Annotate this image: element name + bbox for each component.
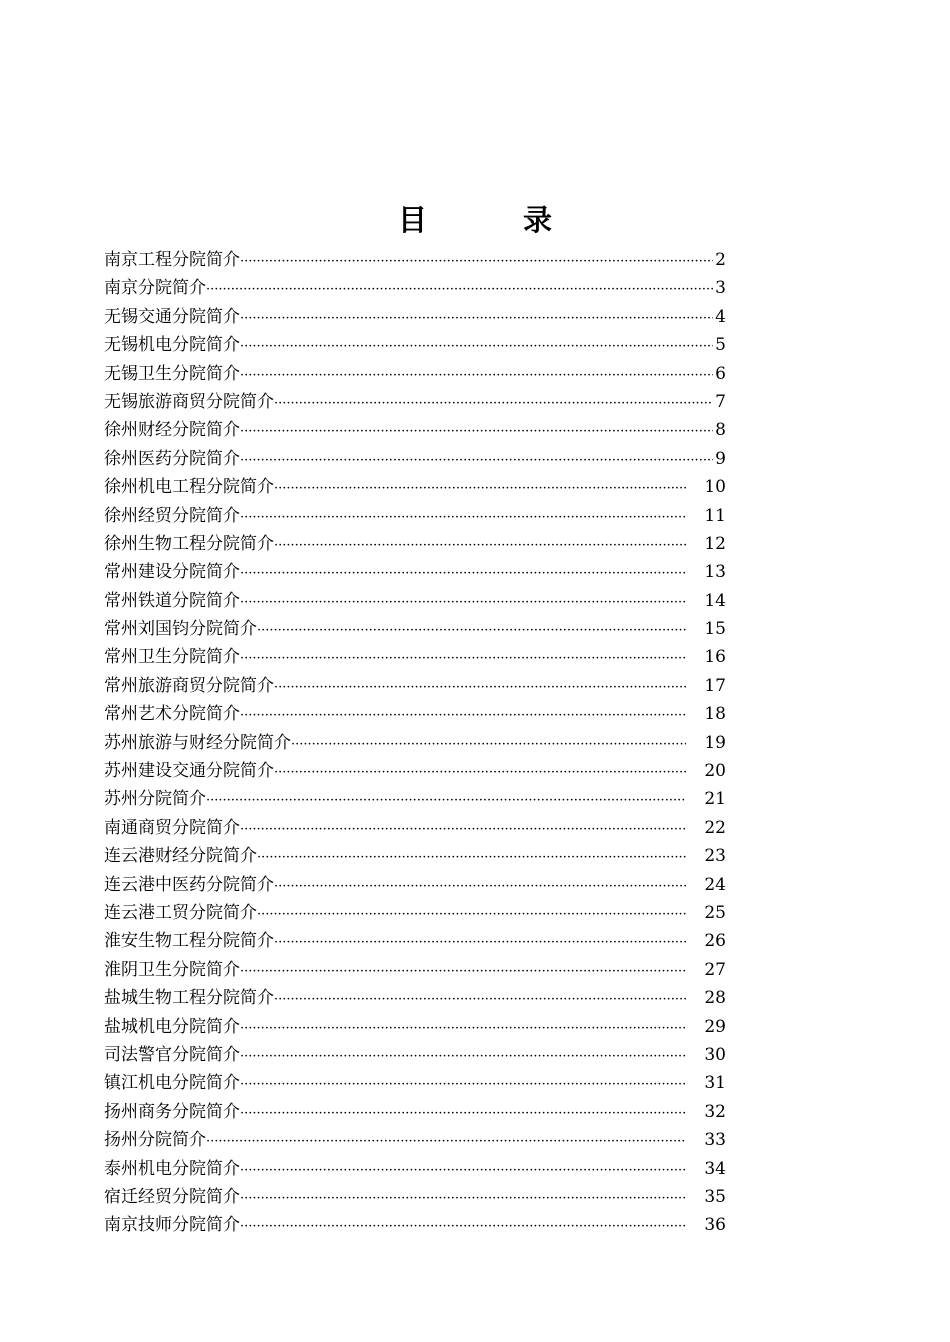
toc-entry-page-number: 30 xyxy=(704,1044,726,1065)
toc-entry-label: 无锡交通分院简介 xyxy=(104,306,240,327)
toc-entry-page-number: 11 xyxy=(704,505,726,526)
toc-entry-page-number: 18 xyxy=(704,704,726,725)
toc-entry[interactable] xyxy=(104,1183,726,1211)
dot-leader xyxy=(206,1128,686,1156)
toc-entry-page-number: 28 xyxy=(704,988,726,1009)
toc-entry-page-number: 5 xyxy=(715,335,726,356)
toc-entry[interactable] xyxy=(104,757,726,785)
toc-entry-label: 泰州机电分院简介 xyxy=(104,1158,240,1179)
toc-entry-label: 常州铁道分院简介 xyxy=(104,590,240,611)
dot-leader xyxy=(240,447,713,475)
toc-title-char-1: 目 xyxy=(397,203,427,237)
toc-entry-label: 扬州分院简介 xyxy=(104,1130,206,1151)
toc-entry-label: 苏州建设交通分院简介 xyxy=(104,761,274,782)
toc-entry[interactable] xyxy=(104,331,726,359)
toc-entry-page-number: 27 xyxy=(704,959,726,980)
toc-entry-page-number: 16 xyxy=(704,647,726,668)
toc-entry-page-number: 23 xyxy=(704,846,726,867)
toc-entry-label: 徐州机电工程分院简介 xyxy=(104,477,274,498)
toc-entry[interactable] xyxy=(104,502,726,530)
toc-entry-label: 连云港中医药分院简介 xyxy=(104,874,274,895)
toc-entry-label: 连云港工贸分院简介 xyxy=(104,902,257,923)
dot-leader xyxy=(240,362,713,390)
toc-entry-page-number: 32 xyxy=(704,1101,726,1122)
toc-entry-label: 宿迁经贸分院简介 xyxy=(104,1186,240,1207)
toc-entry-page-number: 14 xyxy=(704,590,726,611)
toc-entry-page-number: 2 xyxy=(715,250,726,270)
toc-entry[interactable] xyxy=(104,1155,726,1183)
toc-entry[interactable] xyxy=(104,729,726,757)
toc-entry-label: 无锡机电分院简介 xyxy=(104,335,240,356)
toc-entry[interactable] xyxy=(104,785,726,813)
toc-entry-page-number: 20 xyxy=(704,761,726,782)
dot-leader xyxy=(291,731,686,759)
toc-entry-page-number: 36 xyxy=(704,1215,726,1236)
toc-entry-label: 徐州生物工程分院简介 xyxy=(104,533,274,554)
dot-leader xyxy=(240,958,686,986)
toc-entry[interactable] xyxy=(104,416,726,444)
dot-leader xyxy=(257,844,686,872)
toc-entry-label: 苏州旅游与财经分院简介 xyxy=(104,732,291,753)
table-of-contents xyxy=(104,246,726,1240)
toc-entry[interactable] xyxy=(104,615,726,643)
dot-leader xyxy=(240,816,686,844)
toc-entry[interactable] xyxy=(104,700,726,728)
dot-leader xyxy=(240,248,713,276)
toc-entry-page-number: 22 xyxy=(704,817,726,838)
toc-entry-label: 南京技师分院简介 xyxy=(104,1215,240,1236)
toc-entry-label: 镇江机电分院简介 xyxy=(104,1073,240,1094)
toc-entry[interactable] xyxy=(104,1126,726,1154)
dot-leader xyxy=(240,1213,686,1241)
dot-leader xyxy=(240,333,713,361)
dot-leader xyxy=(240,504,686,532)
toc-entry[interactable] xyxy=(104,473,726,501)
toc-entry-page-number: 12 xyxy=(704,533,726,554)
dot-leader xyxy=(274,674,686,702)
dot-leader xyxy=(206,787,686,815)
dot-leader xyxy=(240,1043,686,1071)
toc-entry-label: 南京分院简介 xyxy=(104,278,206,299)
dot-leader xyxy=(274,759,686,787)
toc-entry-page-number: 7 xyxy=(715,391,726,412)
dot-leader xyxy=(240,702,686,730)
dot-leader xyxy=(240,1100,686,1128)
toc-entry-page-number: 29 xyxy=(704,1016,726,1037)
toc-entry-label: 盐城机电分院简介 xyxy=(104,1016,240,1037)
dot-leader xyxy=(240,418,713,446)
toc-entry-label: 连云港财经分院简介 xyxy=(104,846,257,867)
toc-entry-label: 盐城生物工程分院简介 xyxy=(104,988,274,1009)
toc-entry-label: 常州卫生分院简介 xyxy=(104,647,240,668)
toc-entry[interactable] xyxy=(104,1211,726,1239)
toc-entry-label: 淮阴卫生分院简介 xyxy=(104,959,240,980)
toc-entry-page-number: 8 xyxy=(715,420,726,441)
dot-leader xyxy=(206,276,713,304)
toc-entry[interactable] xyxy=(104,360,726,388)
toc-entry[interactable] xyxy=(104,303,726,331)
toc-entry-label: 常州刘国钧分院简介 xyxy=(104,619,257,640)
toc-entry[interactable] xyxy=(104,1041,726,1069)
dot-leader xyxy=(274,873,686,901)
toc-entry[interactable] xyxy=(104,814,726,842)
dot-leader xyxy=(257,901,686,929)
toc-entry[interactable] xyxy=(104,1013,726,1041)
toc-entry-page-number: 19 xyxy=(704,732,726,753)
toc-entry-page-number: 10 xyxy=(704,477,726,498)
dot-leader xyxy=(240,645,686,673)
toc-title-char-2: 录 xyxy=(523,203,553,237)
toc-entry-page-number: 9 xyxy=(715,448,726,469)
toc-entry[interactable] xyxy=(104,1069,726,1097)
toc-entry-label: 扬州商务分院简介 xyxy=(104,1101,240,1122)
dot-leader xyxy=(274,390,713,418)
toc-entry-label: 无锡旅游商贸分院简介 xyxy=(104,391,274,412)
toc-entry[interactable] xyxy=(104,558,726,586)
toc-entry[interactable] xyxy=(104,956,726,984)
toc-entry[interactable] xyxy=(104,984,726,1012)
toc-entry[interactable] xyxy=(104,643,726,671)
toc-entry[interactable] xyxy=(104,927,726,955)
toc-entry-label: 徐州医药分院简介 xyxy=(104,448,240,469)
toc-entry-page-number: 31 xyxy=(704,1073,726,1094)
toc-entry[interactable] xyxy=(104,899,726,927)
toc-entry-label: 徐州经贸分院简介 xyxy=(104,505,240,526)
toc-entry-label: 常州艺术分院简介 xyxy=(104,704,240,725)
dot-leader xyxy=(240,560,686,588)
toc-entry-page-number: 24 xyxy=(704,874,726,895)
toc-entry-page-number: 35 xyxy=(704,1186,726,1207)
toc-entry-page-number: 25 xyxy=(704,902,726,923)
dot-leader xyxy=(257,617,686,645)
dot-leader xyxy=(274,532,686,560)
dot-leader xyxy=(240,1185,686,1213)
toc-entry[interactable] xyxy=(104,871,726,899)
toc-entry[interactable] xyxy=(104,274,726,302)
toc-entry-page-number: 34 xyxy=(704,1158,726,1179)
toc-entry[interactable] xyxy=(104,530,726,558)
toc-entry-label: 苏州分院简介 xyxy=(104,789,206,810)
dot-leader xyxy=(240,1157,686,1185)
toc-entry-label: 南通商贸分院简介 xyxy=(104,817,240,838)
toc-entry[interactable] xyxy=(104,842,726,870)
toc-entry-label: 南京工程分院简介 xyxy=(104,250,240,270)
toc-entry-page-number: 15 xyxy=(704,619,726,640)
dot-leader xyxy=(240,1015,686,1043)
toc-entry-page-number: 6 xyxy=(715,363,726,384)
toc-entry-label: 淮安生物工程分院简介 xyxy=(104,931,274,952)
toc-entry-page-number: 13 xyxy=(704,562,726,583)
dot-leader xyxy=(240,1071,686,1099)
toc-entry-page-number: 21 xyxy=(704,789,726,810)
dot-leader xyxy=(274,475,686,503)
toc-entry-page-number: 33 xyxy=(704,1130,726,1151)
toc-entry-page-number: 17 xyxy=(704,675,726,696)
toc-entry[interactable] xyxy=(104,445,726,473)
toc-entry-label: 常州建设分院简介 xyxy=(104,562,240,583)
toc-entry-page-number: 4 xyxy=(715,306,726,327)
toc-entry-label: 常州旅游商贸分院简介 xyxy=(104,675,274,696)
toc-entry-page-number: 26 xyxy=(704,931,726,952)
toc-entry-label: 司法警官分院简介 xyxy=(104,1044,240,1065)
toc-entry-page-number: 3 xyxy=(715,278,726,299)
toc-entry-label: 徐州财经分院简介 xyxy=(104,420,240,441)
dot-leader xyxy=(274,986,686,1014)
dot-leader xyxy=(274,929,686,957)
toc-entry[interactable] xyxy=(104,246,726,274)
toc-entry[interactable] xyxy=(104,587,726,615)
toc-entry[interactable] xyxy=(104,672,726,700)
toc-entry[interactable] xyxy=(104,1098,726,1126)
toc-entry-label: 无锡卫生分院简介 xyxy=(104,363,240,384)
dot-leader xyxy=(240,305,713,333)
toc-entry[interactable] xyxy=(104,388,726,416)
dot-leader xyxy=(240,589,686,617)
toc-title xyxy=(0,198,950,239)
